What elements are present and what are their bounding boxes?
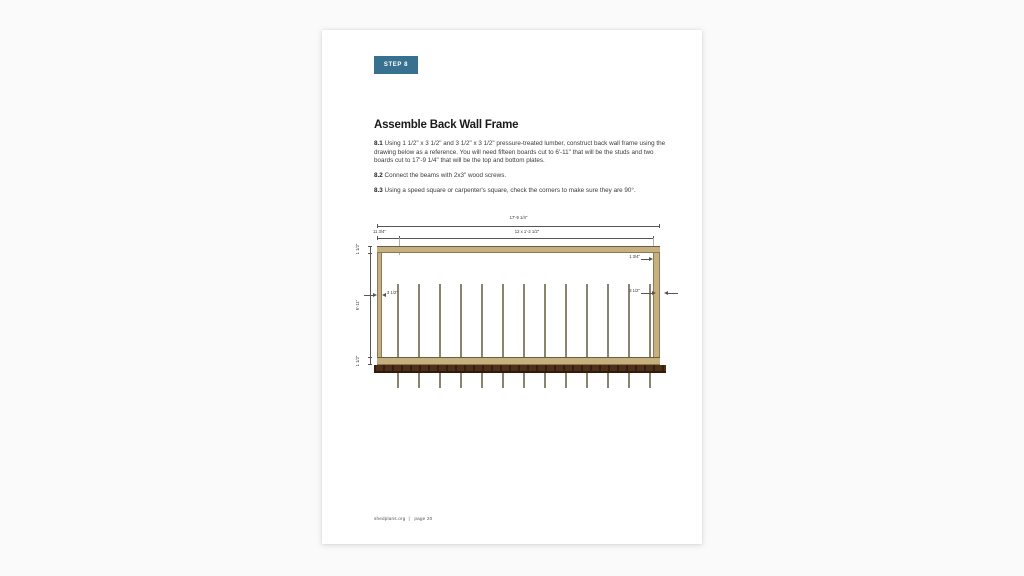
bottom-plate: [377, 357, 660, 365]
dim-stud-length-label: 6'-11": [355, 299, 360, 311]
step-text: Using a speed square or carpenter's square, check the corners to make sure they are 90°.: [384, 187, 636, 195]
dim-tick: [659, 224, 660, 228]
dim-tick: [368, 253, 372, 254]
arrow-right-icon: [652, 291, 656, 295]
dim-stud-spacing-label: 12 x 1'-2 1/2": [514, 229, 540, 234]
page-title: Assemble Back Wall Frame: [374, 119, 519, 131]
dim-first-offset-label: 11 3/4": [373, 229, 386, 234]
dim-right-stud-width-label: 3 1/2": [629, 288, 640, 293]
instruction-steps: [374, 140, 668, 202]
end-stud-right: [653, 253, 660, 357]
end-stud-left: [377, 253, 382, 357]
dim-tick: [368, 364, 372, 365]
dim-line: [668, 293, 678, 294]
dim-tick: [377, 224, 378, 228]
dim-line: [377, 238, 654, 239]
site-name: shedplans.org: [374, 516, 406, 521]
dim-line: [377, 226, 660, 227]
step-paragraph: [374, 140, 668, 166]
dim-right-gap-label: 1 3/4": [629, 254, 640, 259]
dim-top-plate-label: 1 1/2": [355, 243, 360, 255]
arrow-right-icon: [373, 293, 377, 297]
step-paragraph: [374, 172, 668, 181]
page-footer: [374, 516, 435, 521]
step-text: Using 1 1/2" x 3 1/2" and 3 1/2" x 3 1/2" pressure-treated lumber, construct back wall frame using the drawing below as a reference. You will need fifteen boards cut to 6'-11" that will be the studs and two boards cut to 17'-9 1/4" that will be the top and bottom plates.: [374, 140, 666, 165]
step-paragraph: [374, 187, 668, 196]
page-number: page 20: [414, 516, 433, 521]
dim-left-stud-width-label: 3 1/2": [387, 290, 398, 295]
dim-tick: [368, 357, 372, 358]
dim-tick: [368, 246, 372, 247]
dim-bottom-plate-label: 1 1/2": [355, 355, 360, 367]
step-number: 8.2: [374, 172, 383, 180]
top-plate: [377, 246, 660, 253]
step-number: 8.3: [374, 187, 383, 195]
step-number: 8.1: [374, 140, 383, 147]
step-badge: STEP 8: [374, 56, 418, 74]
dim-tick: [377, 236, 378, 240]
step-text: Connect the beams with 2x3" wood screws.: [384, 172, 507, 180]
base-board: [374, 365, 666, 373]
arrow-right-icon: [649, 257, 653, 261]
dim-line-vertical: [370, 246, 371, 365]
dim-overall-width-label: 17'-9 1/4": [509, 215, 528, 220]
document-page: [322, 30, 702, 544]
wall-frame: [377, 246, 660, 365]
footer-separator: |: [408, 516, 410, 521]
arrow-left-icon: [382, 293, 386, 297]
wall-frame-diagram: [355, 215, 678, 379]
